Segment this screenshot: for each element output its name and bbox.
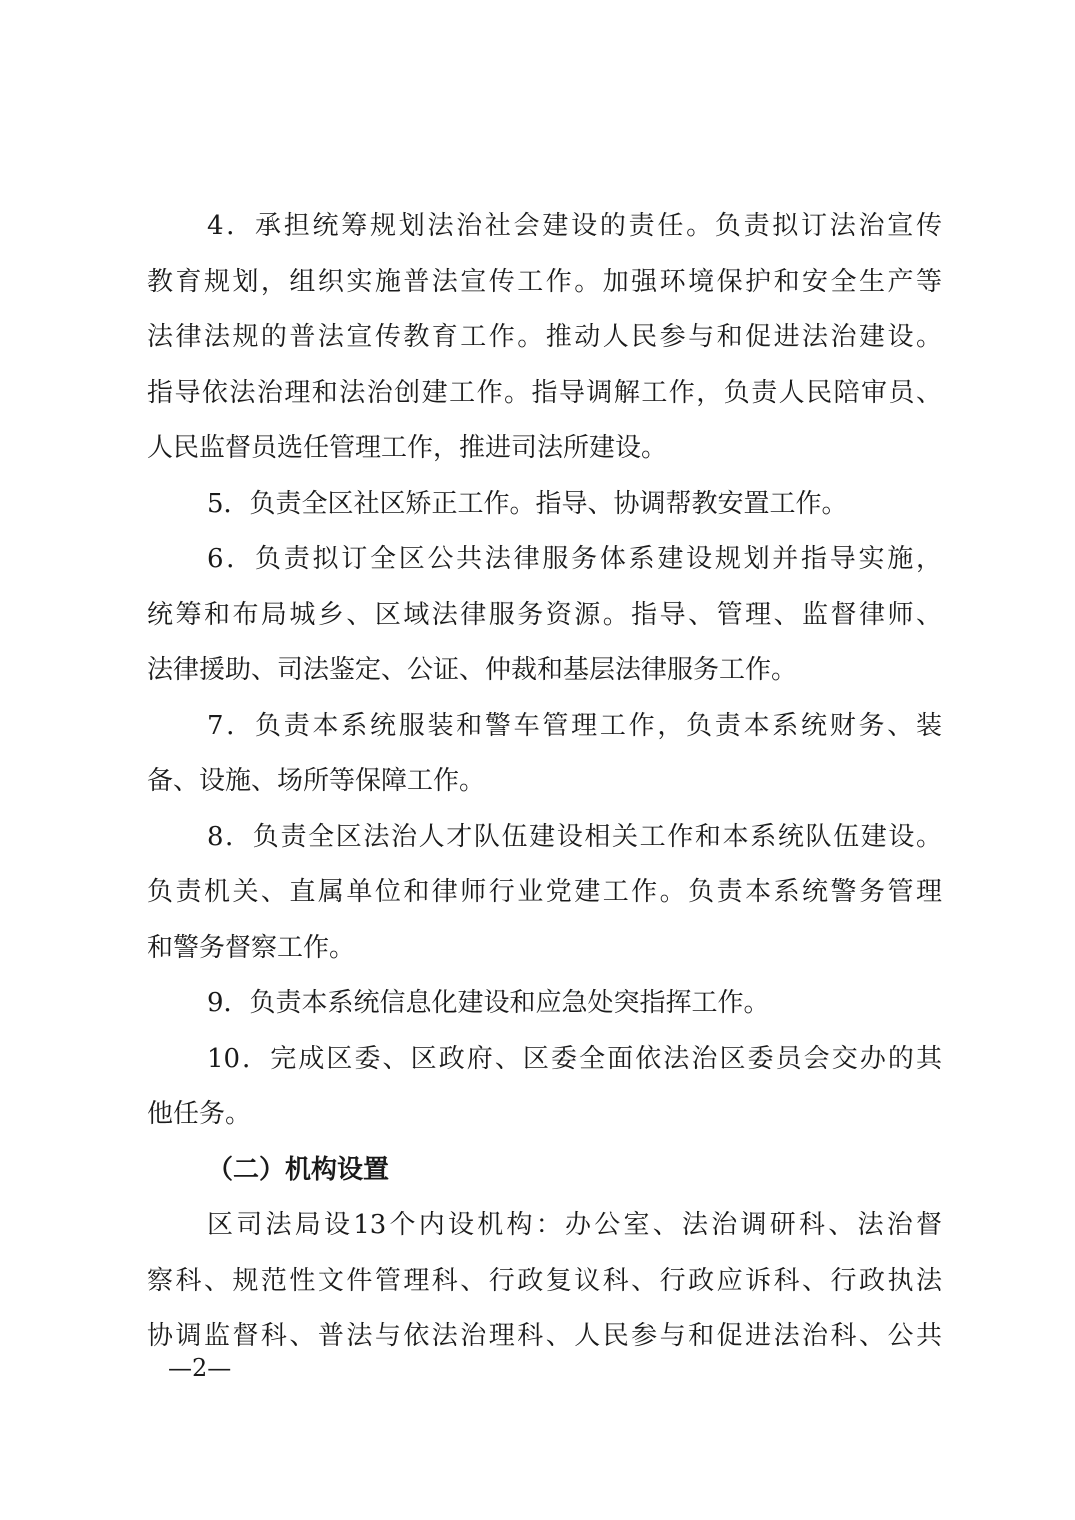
- text-line: 6．负责拟订全区公共法律服务体系建设规划并指导实施，: [207, 544, 942, 574]
- page-number: —2—: [168, 1354, 232, 1382]
- text-line: 教育规划，组织实施普法宣传工作。加强环境保护和安全生产等: [147, 266, 942, 297]
- text-line: 和警务督察工作。: [147, 932, 356, 963]
- text-line: 他任务。: [147, 1099, 252, 1129]
- text-line: 法律援助、司法鉴定、公证、仲裁和基层法律服务工作。: [147, 655, 798, 685]
- body-text: [147, 199, 942, 1365]
- text-line: 协调监督科、普法与依法治理科、人民参与和促进法治科、公共: [147, 1321, 942, 1351]
- section-heading: （二）机构设置: [207, 1154, 390, 1185]
- text-line: 10．完成区委、区政府、区委全面依法治区委员会交办的其: [207, 1043, 942, 1074]
- text-line: 人民监督员选任管理工作，推进司法所建设。: [147, 433, 668, 463]
- text-line: 区司法局设13个内设机构：办公室、法治调研科、法治督: [207, 1210, 942, 1240]
- text-line: 8．负责全区法治人才队伍建设相关工作和本系统队伍建设。: [207, 821, 942, 852]
- text-line: 备、设施、场所等保障工作。: [147, 766, 486, 796]
- text-line: 法律法规的普法宣传教育工作。推动人民参与和促进法治建设。: [147, 322, 942, 352]
- text-line: 统筹和布局城乡、区域法律服务资源。指导、管理、监督律师、: [147, 599, 942, 630]
- text-line: 7．负责本系统服装和警车管理工作，负责本系统财务、装: [207, 710, 942, 741]
- text-line: 9．负责本系统信息化建设和应急处突指挥工作。: [207, 988, 770, 1018]
- text-line: 5．负责全区社区矫正工作。指导、协调帮教安置工作。: [207, 488, 848, 519]
- text-line: 负责机关、直属单位和律师行业党建工作。负责本系统警务管理: [147, 877, 942, 907]
- text-line: 指导依法治理和法治创建工作。指导调解工作，负责人民陪审员、: [147, 377, 942, 408]
- text-line: 4．承担统筹规划法治社会建设的责任。负责拟订法治宣传: [207, 211, 942, 241]
- text-line: 察科、规范性文件管理科、行政复议科、行政应诉科、行政执法: [147, 1265, 942, 1296]
